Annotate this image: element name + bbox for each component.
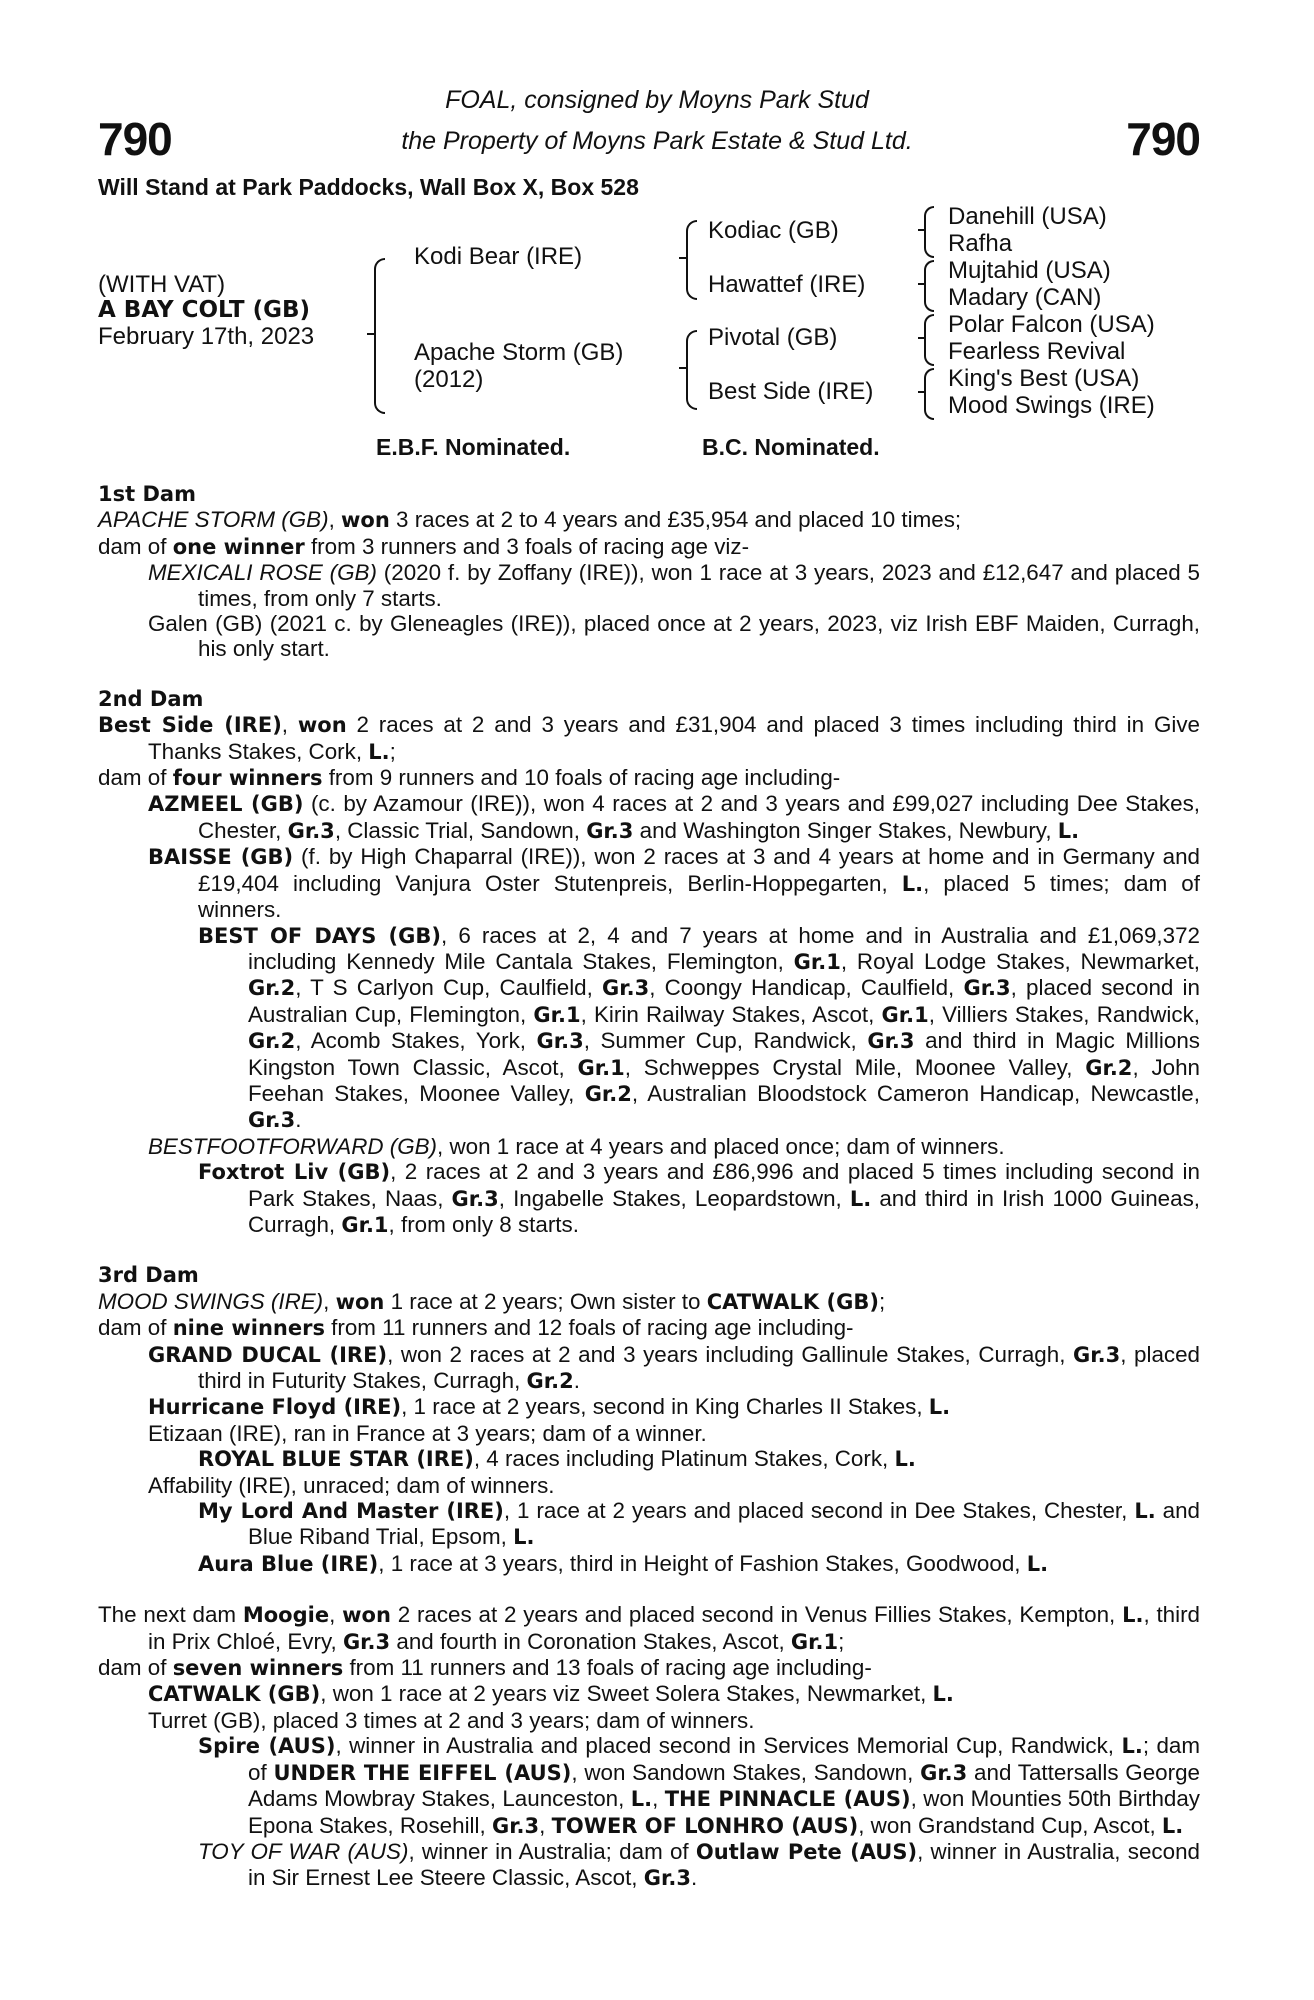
entry-text: from 11 runners and 13 foals of racing age including-: [343, 1655, 872, 1681]
entry-text: Spire (AUS): [198, 1734, 336, 1759]
brace-sire: [686, 220, 697, 300]
entry-text: BESTFOOTFORWARD (GB): [148, 1133, 438, 1159]
entry-text: nine winners: [172, 1316, 325, 1341]
entry-text: , won 2 races at 2 and 3 years including Gallinule Stakes, Curragh,: [387, 1341, 1074, 1367]
entry-text: from 11 runners and 12 foals of racing age including-: [324, 1315, 854, 1341]
record-entry: [98, 1394, 1200, 1420]
lot-number-right: 790: [1126, 113, 1200, 165]
record-entry: [98, 1159, 1200, 1238]
entry-text: Gr.3: [643, 1866, 691, 1891]
entry-text: ;: [389, 738, 396, 764]
record-entry: [98, 1498, 1200, 1551]
entry-text: , won 1 race at 4 years and placed once; dam of winners.: [437, 1133, 1005, 1159]
dam-year: (2012): [414, 366, 484, 393]
record-entry: [98, 507, 1200, 533]
entry-text: .: [295, 1107, 302, 1133]
entry-text: won: [335, 1289, 385, 1314]
entry-text: , placed third in Futurity Stakes, Curragh,: [198, 1341, 1200, 1393]
entry-text: , placed second in Australian Cup, Flemington,: [248, 975, 1200, 1027]
entry-text: TOY OF WAR (AUS): [198, 1838, 409, 1864]
entry-text: Gr.3: [536, 1029, 584, 1054]
entry-text: , 4 races including Platinum Stakes, Cork,: [473, 1446, 895, 1472]
entry-text: Turret (GB), placed 3 times at 2 and 3 years; dam of winners.: [148, 1707, 755, 1733]
subject-horse: A BAY COLT (GB): [98, 297, 311, 323]
record-entry: [98, 1446, 1200, 1472]
entry-text: and Tattersalls George Adams Mowbray Stakes, Launceston,: [248, 1759, 1200, 1812]
entry-text: ; dam of: [248, 1733, 1201, 1785]
record-entry: [98, 791, 1200, 844]
entry-text: ,: [329, 1602, 343, 1628]
record-entry: [98, 1708, 1200, 1733]
entry-text: , Coongy Handicap, Caulfield,: [649, 975, 964, 1001]
entry-text: The next dam: [98, 1602, 243, 1628]
entry-text: GRAND DUCAL (IRE): [148, 1342, 388, 1367]
entry-text: L.: [901, 871, 924, 896]
entry-text: UNDER THE EIFFEL (AUS): [273, 1760, 572, 1785]
entry-text: seven winners: [172, 1656, 344, 1681]
entry-text: Gr.1: [533, 1002, 581, 1027]
entry-text: (2020 f. by Zoffany (IRE)), won 1 race at 3 years, 2023 and £12,647 and placed 5 times, from only 7 starts.: [198, 560, 1200, 611]
entry-text: Gr.3: [1073, 1342, 1121, 1367]
entry-text: Outlaw Pete (AUS): [695, 1839, 918, 1864]
entry-text: Gr.1: [881, 1002, 929, 1027]
entry-text: Best Side (IRE): [98, 713, 282, 738]
entry-text: Gr.2: [526, 1369, 574, 1393]
entry-text: Gr.1: [341, 1212, 389, 1237]
sire-sire: Kodiac (GB): [708, 217, 839, 244]
section-title: 3rd Dam: [98, 1263, 199, 1288]
entry-text: L.: [1026, 1551, 1049, 1576]
entry-text: , 6 races at 2, 4 and 7 years at home and in Australia and £1,069,372 including Kennedy Mile Cantala Stakes, Flemington,: [248, 922, 1200, 974]
entry-text: from 9 runners and 10 foals of racing age including-: [322, 765, 841, 791]
record-entry: [98, 1733, 1200, 1839]
entry-text: APACHE STORM (GB): [98, 507, 329, 533]
entry-text: Gr.3: [287, 818, 335, 843]
brace-dam: [686, 330, 697, 410]
record-entry: [98, 1655, 1200, 1681]
entry-text: L.: [513, 1525, 535, 1550]
entry-text: , winner in Australia; dam of: [408, 1838, 696, 1864]
entry-text: Moogie: [242, 1603, 330, 1628]
entry-text: L.: [1121, 1734, 1143, 1759]
record-entry: [98, 1134, 1200, 1159]
entry-text: Gr.3: [248, 1108, 296, 1133]
entry-text: and third in Magic Millions Kingston Town Classic, Ascot,: [248, 1028, 1200, 1080]
entry-text: L.: [1122, 1603, 1144, 1628]
entry-text: and fourth in Coronation Stakes, Ascot,: [390, 1628, 791, 1654]
entry-text: dam of: [98, 1655, 173, 1681]
dam-sire: Pivotal (GB): [708, 324, 838, 351]
entry-text: , Acomb Stakes, York,: [295, 1028, 537, 1054]
entry-text: Gr.3: [867, 1029, 915, 1054]
entry-text: won: [297, 713, 347, 738]
entry-text: and third in Irish 1000 Guineas, Curragh,: [248, 1185, 1200, 1237]
entry-text: , Ingabelle Stakes, Leopardstown,: [498, 1185, 850, 1211]
record-entry: [98, 534, 1200, 560]
dam-section: [98, 1602, 1200, 1891]
entry-text: L.: [849, 1186, 872, 1211]
entry-text: Gr.2: [248, 976, 296, 1001]
entry-text: Gr.3: [586, 818, 634, 843]
entry-text: ,: [652, 1786, 665, 1812]
entry-text: , T S Carlyon Cup, Caulfield,: [295, 975, 603, 1001]
entry-text: 2 races at 2 and 3 years and £31,904 and placed 3 times including third in Give Thanks Stakes, Cork,: [148, 712, 1200, 764]
entry-text: four winners: [172, 766, 323, 791]
entry-text: 3 races at 2 to 4 years and £35,954 and placed 10 times;: [389, 507, 962, 533]
entry-text: (c. by Azamour (IRE)), won 4 races at 2 and 3 years and £99,027 including Dee Stakes, Chester,: [198, 791, 1200, 843]
entry-text: ,: [281, 712, 298, 738]
entry-text: , Classic Trial, Sandown,: [334, 817, 587, 843]
entry-text: My Lord And Master (IRE): [198, 1499, 504, 1524]
record-entry: [98, 611, 1200, 662]
consignor-line-2: the Property of Moyns Park Estate & Stud Ltd.: [401, 127, 913, 155]
consignor-line-1: FOAL, consigned by Moyns Park Stud: [445, 86, 869, 114]
entry-text: (f. by High Chaparral (IRE)), won 2 races at 3 and 4 years at home and in Germany and £19,404 including Vanjura Oster Stutenpreis, Berlin-Hoppegarten,: [198, 844, 1200, 896]
entry-text: , Australian Bloodstock Cameron Handicap, Newcastle,: [631, 1080, 1200, 1106]
entry-text: Galen (GB) (2021 c. by Gleneagles (IRE)), placed once at 2 years, 2023, viz Irish EBF Maiden, Curragh, his only start.: [148, 611, 1200, 662]
record-entry: [98, 844, 1200, 922]
gen3-4: Madary (CAN): [948, 284, 1102, 311]
entry-text: L.: [928, 1395, 951, 1420]
entry-text: , winner in Australia, second in Sir Ernest Lee Steere Classic, Ascot,: [248, 1838, 1200, 1891]
entry-text: Gr.3: [920, 1760, 968, 1785]
entry-text: CATWALK (GB): [148, 1682, 321, 1707]
entry-text: Etizaan (IRE), ran in France at 3 years; dam of a winner.: [148, 1420, 707, 1446]
entry-text: from 3 runners and 3 foals of racing age viz-: [304, 533, 750, 559]
entry-text: Gr.1: [577, 1055, 625, 1080]
entry-text: MEXICALI ROSE (GB): [148, 560, 377, 586]
entry-text: L.: [932, 1682, 954, 1707]
record-entry: [98, 765, 1200, 791]
entry-text: dam of: [98, 1315, 173, 1341]
entry-text: , third in Prix Chloé, Evry,: [148, 1602, 1201, 1654]
gen3-3: Mujtahid (USA): [948, 257, 1111, 284]
entry-text: , 1 race at 3 years, third in Height of Fashion Stakes, Goodwood,: [378, 1550, 1027, 1576]
entry-text: , won Sandown Stakes, Sandown,: [571, 1759, 921, 1785]
entry-text: , Kirin Railway Stakes, Ascot,: [580, 1001, 882, 1027]
record-entry: [98, 923, 1200, 1134]
foaling-date: February 17th, 2023: [98, 323, 315, 350]
record-entry: [98, 1421, 1200, 1446]
entry-text: won: [341, 508, 390, 533]
entry-text: L.: [368, 739, 390, 764]
entry-text: L.: [630, 1787, 653, 1812]
entry-text: Gr.2: [584, 1081, 632, 1106]
entry-text: Hurricane Floyd (IRE): [148, 1395, 402, 1420]
entry-text: ,: [328, 507, 342, 533]
entry-text: , won Grandstand Cup, Ascot,: [858, 1812, 1162, 1838]
entry-text: , Villiers Stakes, Randwick,: [928, 1001, 1200, 1027]
entry-text: , 1 race at 2 years, second in King Charles II Stakes,: [401, 1394, 929, 1420]
lot-number-left: 790: [98, 113, 172, 165]
entry-text: Gr.3: [451, 1186, 499, 1211]
record-entry: [98, 560, 1200, 611]
entry-text: L.: [1161, 1813, 1184, 1838]
entry-text: , Royal Lodge Stakes, Newmarket,: [840, 948, 1201, 974]
entry-text: Gr.1: [790, 1629, 839, 1654]
entry-text: ROYAL BLUE STAR (IRE): [198, 1447, 474, 1472]
produce-record: [98, 482, 1200, 1892]
brace-gen1: [374, 258, 385, 414]
record-entry: [98, 1289, 1200, 1315]
entry-text: Gr.3: [963, 976, 1011, 1001]
entry-text: , 1 race at 2 years and placed second in Dee Stakes, Chester,: [503, 1498, 1135, 1524]
entry-text: Affability (IRE), unraced; dam of winners.: [148, 1472, 555, 1498]
record-entry: [98, 1551, 1200, 1577]
entry-text: L.: [1134, 1499, 1156, 1524]
entry-text: .: [690, 1865, 698, 1891]
entry-text: TOWER OF LONHRO (AUS): [551, 1813, 859, 1838]
section-title: 1st Dam: [98, 482, 196, 506]
entry-text: CATWALK (GB): [706, 1289, 879, 1314]
record-entry: [98, 1315, 1200, 1341]
entry-text: Gr.2: [248, 1029, 296, 1054]
entry-text: , 2 races at 2 and 3 years and £86,996 and placed 5 times including second in Park Stakes, Naas,: [248, 1159, 1200, 1211]
entry-text: Foxtrot Liv (GB): [198, 1160, 391, 1185]
entry-text: AZMEEL (GB): [148, 792, 304, 817]
sire: Kodi Bear (IRE): [414, 243, 583, 270]
entry-text: dam of: [98, 533, 173, 559]
record-entry: [98, 1342, 1200, 1395]
entry-text: and Washington Singer Stakes, Newbury,: [633, 817, 1058, 843]
entry-text: , placed 5 times; dam of winners.: [198, 870, 1200, 923]
record-entry: [98, 712, 1200, 765]
entry-text: 2 races at 2 years and placed second in Venus Fillies Stakes, Kempton,: [390, 1602, 1123, 1628]
entry-text: BEST OF DAYS (GB): [198, 923, 441, 948]
gen3-1: Danehill (USA): [948, 203, 1107, 230]
dam: Apache Storm (GB): [414, 339, 624, 366]
record-entry: [98, 1839, 1200, 1892]
record-entry: [98, 1681, 1200, 1707]
dam-section: [98, 482, 1200, 662]
entry-text: ,: [323, 1288, 336, 1314]
entry-text: Gr.3: [602, 976, 650, 1001]
entry-text: , won 1 race at 2 years viz Sweet Solera Stakes, Newmarket,: [320, 1681, 933, 1707]
entry-text: ;: [878, 1288, 886, 1314]
record-entry: [98, 1602, 1200, 1655]
gen3-6: Fearless Revival: [948, 338, 1126, 365]
ebf-nominated: E.B.F. Nominated.: [376, 434, 571, 460]
entry-text: ;: [838, 1628, 845, 1654]
entry-text: , John Feehan Stakes, Moonee Valley,: [248, 1054, 1201, 1106]
gen3-7: King's Best (USA): [948, 365, 1140, 392]
record-entry: [98, 1473, 1200, 1498]
entry-text: L.: [1057, 818, 1080, 843]
entry-text: Gr.1: [793, 949, 841, 974]
entry-text: Gr.3: [342, 1629, 391, 1654]
dam-section: [98, 687, 1200, 1239]
entry-text: dam of: [98, 765, 173, 791]
entry-text: , from only 8 starts.: [388, 1211, 579, 1237]
entry-text: Aura Blue (IRE): [198, 1551, 379, 1576]
entry-text: Gr.2: [1085, 1055, 1133, 1080]
section-title: 2nd Dam: [98, 686, 204, 711]
entry-text: MOOD SWINGS (IRE): [98, 1288, 324, 1314]
entry-text: ,: [539, 1812, 552, 1838]
gen3-2: Rafha: [948, 230, 1013, 257]
bc-nominated: B.C. Nominated.: [702, 434, 880, 460]
entry-text: , won Mounties 50th Birthday Epona Stakes, Rosehill,: [248, 1786, 1201, 1838]
entry-text: , Summer Cup, Randwick,: [583, 1028, 868, 1054]
entry-text: and Blue Riband Trial, Epsom,: [248, 1498, 1200, 1550]
entry-text: Gr.3: [491, 1813, 540, 1838]
entry-text: .: [573, 1368, 580, 1393]
entry-text: , Schweppes Crystal Mile, Moonee Valley,: [624, 1054, 1086, 1080]
entry-text: won: [342, 1603, 391, 1628]
entry-text: BAISSE (GB): [148, 845, 294, 870]
stand-location: Will Stand at Park Paddocks, Wall Box X, Box 528: [98, 174, 639, 200]
entry-text: 1 race at 2 years; Own sister to: [384, 1288, 707, 1314]
sire-dam: Hawattef (IRE): [708, 271, 866, 298]
entry-text: L.: [894, 1447, 916, 1472]
dam-dam: Best Side (IRE): [708, 378, 874, 405]
gen3-5: Polar Falcon (USA): [948, 311, 1155, 338]
entry-text: , winner in Australia and placed second in Services Memorial Cup, Randwick,: [335, 1733, 1122, 1759]
entry-text: THE PINNACLE (AUS): [664, 1787, 911, 1812]
vat-note: (WITH VAT): [98, 271, 226, 298]
gen3-8: Mood Swings (IRE): [948, 392, 1155, 419]
dam-section: [98, 1263, 1200, 1577]
entry-text: one winner: [172, 534, 305, 559]
